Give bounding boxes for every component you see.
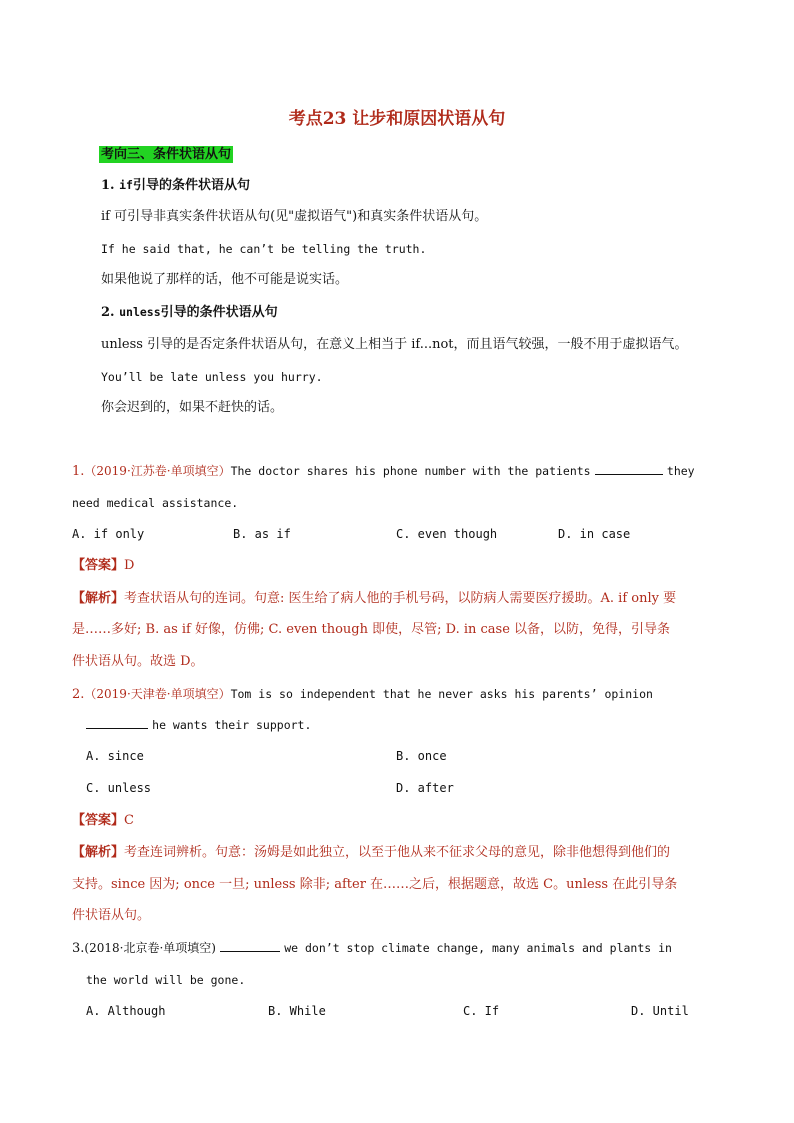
question-1-option-a: A. if only — [72, 527, 145, 541]
question-1-stem-line1 — [72, 462, 695, 481]
question-2-stem-b: he wants their support. — [152, 718, 312, 732]
subsection-2-number: 2. — [101, 305, 115, 320]
question-2-analysis-label: 【解析】 — [72, 845, 125, 860]
page-title: 考点23 让步和原因状语从句 — [288, 109, 506, 129]
question-2-answer-value: C — [124, 813, 134, 828]
question-2-option-d: D. after — [396, 781, 454, 795]
question-3-option-a: A. Although — [86, 1004, 166, 1018]
subsection-2-label: 引导的条件状语从句 — [160, 305, 278, 320]
question-3-stem-line2: the world will be gone. — [86, 973, 246, 987]
question-2-option-c: C. unless — [86, 781, 152, 795]
question-1-option-b: B. as if — [233, 527, 291, 541]
question-2-blank — [86, 716, 148, 729]
question-1-stem-line2: need medical assistance. — [72, 496, 239, 510]
question-1-answer-value: D — [124, 558, 135, 573]
subsection-2-description: unless 引导的是否定条件状语从句，在意义上相当于 if...not，而且语气较强，一般不用于虚拟语气。 — [101, 337, 688, 352]
question-1-analysis-label: 【解析】 — [72, 591, 125, 606]
question-3-option-c: C. If — [463, 1004, 500, 1018]
question-1-analysis-line1 — [72, 590, 676, 608]
subsection-1-heading — [101, 176, 250, 195]
question-2-stem-a: Tom is so independent that he never asks his parents’ opinion — [230, 687, 653, 701]
subsection-2-heading — [101, 303, 278, 322]
subsection-1-keyword: if — [119, 178, 133, 192]
question-1-blank — [595, 462, 663, 475]
question-1-stem-b: they — [666, 464, 695, 478]
question-1-option-c: C. even though — [396, 527, 498, 541]
subsection-2-example-cn: 你会迟到的，如果不赶快的话。 — [101, 400, 284, 415]
question-3-stem-a: we don’t stop climate change, many animals and plants in — [284, 941, 672, 955]
subsection-1-description: if 可引导非真实条件状语从句(见"虚拟语气")和真实条件状语从句。 — [101, 209, 488, 224]
question-2-number: 2. — [72, 687, 85, 702]
question-2-answer — [72, 812, 134, 830]
question-1-stem-a: The doctor shares his phone number with the patients — [230, 464, 591, 478]
subsection-2-keyword: unless — [119, 305, 161, 319]
question-3-option-d: D. Until — [631, 1004, 689, 1018]
question-2-analysis-line1 — [72, 844, 670, 862]
question-3-option-b: B. While — [268, 1004, 326, 1018]
section-heading-wrap — [99, 146, 233, 164]
question-3-number: 3. — [72, 941, 85, 956]
question-2-option-a: A. since — [86, 749, 144, 763]
question-2-analysis-line3: 件状语从句。 — [72, 908, 151, 923]
question-3-stem-line1 — [72, 939, 672, 958]
question-3-blank — [220, 939, 280, 952]
subsection-1-example-en: If he said that, he can’t be telling the truth. — [101, 242, 427, 256]
question-2-stem-line1 — [72, 685, 653, 704]
question-1-option-d: D. in case — [558, 527, 631, 541]
question-2-answer-label: 【答案】 — [72, 813, 125, 828]
question-1-analysis-line3: 件状语从句。故选 D。 — [72, 654, 204, 669]
question-2-source: （2019·天津卷·单项填空） — [84, 687, 231, 701]
question-2-stem-line2 — [86, 716, 311, 735]
section-heading: 考向三、条件状语从句 — [101, 147, 232, 162]
question-2-option-b: B. once — [396, 749, 447, 763]
question-1-source: （2019·江苏卷·单项填空） — [84, 464, 231, 478]
question-1-analysis-line2: 是……多好; B. as if 好像，仿佛; C. even though 即使，尽管; D. in case 以备，以防，免得，引导条 — [72, 622, 671, 637]
question-2-analysis-text1: 考查连词辨析。句意：汤姆是如此独立，以至于他从来不征求父母的意见，除非他想得到他们的 — [124, 845, 671, 860]
question-1-analysis-text1: 考查状语从句的连词。句意: 医生给了病人他的手机号码，以防病人需要医疗援助。A. if only 要 — [124, 591, 677, 606]
question-1-number: 1. — [72, 464, 85, 479]
question-3-source: (2018·北京卷·单项填空) — [84, 941, 216, 955]
subsection-2-example-en: You’ll be late unless you hurry. — [101, 370, 323, 384]
subsection-1-label: 引导的条件状语从句 — [132, 178, 250, 193]
question-2-analysis-line2: 支持。since 因为; once 一旦; unless 除非; after 在……之后，根据题意，故选 C。unless 在此引导条 — [72, 877, 678, 892]
subsection-1-number: 1. — [101, 178, 115, 193]
question-1-answer-label: 【答案】 — [72, 558, 125, 573]
subsection-1-example-cn: 如果他说了那样的话，他不可能是说实话。 — [101, 272, 349, 287]
question-1-answer — [72, 557, 134, 575]
